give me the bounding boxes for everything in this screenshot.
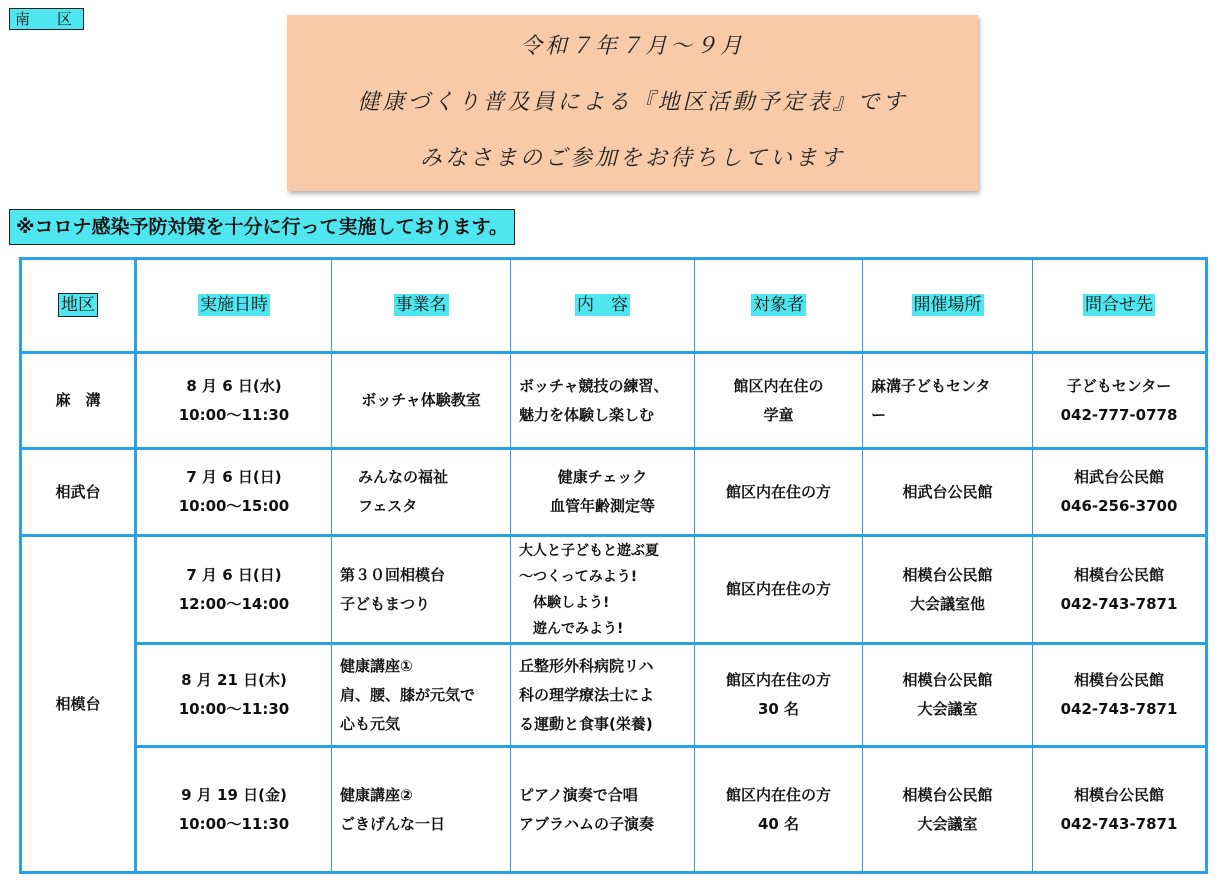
covid-notice: ※コロナ感染予防対策を十分に行って実施しております。 xyxy=(9,209,515,245)
venue-line: 相模台公民館 xyxy=(902,565,993,584)
content-line: 遊んでみよう! xyxy=(533,620,624,637)
district-cell: 麻 溝 xyxy=(21,353,136,448)
event-line: ごきげんな一日 xyxy=(340,814,446,833)
district-cell: 相模台 xyxy=(21,536,136,873)
content-cell xyxy=(511,353,695,448)
event-line: 健康講座② xyxy=(340,785,413,804)
contact-name: 相模台公民館 xyxy=(1073,785,1164,804)
contact-cell xyxy=(1033,448,1207,535)
contact-phone: 042-743-7871 xyxy=(1060,814,1178,833)
event-line: 第３０回相模台 xyxy=(340,565,446,584)
target-line: 館区内在住の方 xyxy=(725,580,831,599)
target-line: 館区内在住の方 xyxy=(725,785,831,804)
target-cell xyxy=(695,353,863,448)
content-line: る運動と食事(栄養) xyxy=(519,714,653,733)
venue-cell xyxy=(863,536,1033,644)
datetime-cell xyxy=(136,353,332,448)
venue-line: 大会議室 xyxy=(917,814,978,833)
content-line: ボッチャ競技の練習、 xyxy=(519,376,669,395)
content-line: 魅力を体験し楽しむ xyxy=(519,405,655,424)
header-content: 内 容 xyxy=(577,295,628,316)
venue-line: 麻溝子どもセンタ xyxy=(871,376,991,395)
table-row xyxy=(21,643,1207,747)
event-cell xyxy=(332,353,511,448)
contact-name: 子どもセンター xyxy=(1066,376,1172,395)
target-line: 館区内在住の方 xyxy=(725,482,831,501)
event-line: 心も元気 xyxy=(340,714,401,733)
header-district: 地区 xyxy=(58,293,98,317)
venue-line: 相模台公民館 xyxy=(902,671,993,690)
content-cell xyxy=(511,643,695,747)
event-cell xyxy=(332,747,511,873)
venue-line: 大会議室他 xyxy=(909,594,985,613)
datetime-cell xyxy=(136,643,332,747)
district-cell: 相武台 xyxy=(21,448,136,535)
contact-name: 相模台公民館 xyxy=(1073,565,1164,584)
venue-line: ー xyxy=(871,405,887,424)
event-cell xyxy=(332,448,511,535)
header-datetime: 実施日時 xyxy=(200,295,268,316)
venue-cell xyxy=(863,747,1033,873)
date: 7 月 6 日(日) xyxy=(186,468,282,487)
date: 8 月 21 日(木) xyxy=(181,671,287,690)
contact-name: 相武台公民館 xyxy=(1073,468,1164,487)
venue-cell xyxy=(863,448,1033,535)
event-cell xyxy=(332,643,511,747)
datetime-cell xyxy=(136,536,332,644)
contact-phone: 042-777-0778 xyxy=(1060,405,1178,424)
table-row xyxy=(21,536,1207,644)
header-event: 事業名 xyxy=(395,295,447,316)
target-line: 40 名 xyxy=(757,814,800,833)
target-line: 学童 xyxy=(763,405,794,424)
venue-cell xyxy=(863,643,1033,747)
content-line: 血管年齢測定等 xyxy=(549,497,655,516)
target-line: 館区内在住の方 xyxy=(725,671,831,690)
event-cell xyxy=(332,536,511,644)
content-cell xyxy=(511,747,695,873)
header-venue: 開催場所 xyxy=(913,295,982,316)
area-tag: 南 区 xyxy=(9,8,84,30)
target-cell xyxy=(695,643,863,747)
time: 10:00～11:30 xyxy=(178,700,290,719)
banner-title: 健康づくり普及員による『地区活動予定表』です xyxy=(357,90,908,115)
content-cell xyxy=(511,448,695,535)
datetime-cell xyxy=(136,747,332,873)
content-line: 科の理学療法士によ xyxy=(519,685,655,704)
header-row xyxy=(21,259,1207,353)
event-line: ボッチャ体験教室 xyxy=(361,391,481,410)
banner-period: 令和７年７月～９月 xyxy=(519,34,745,59)
content-line: 体験しよう! xyxy=(533,594,610,611)
contact-cell xyxy=(1033,353,1207,448)
event-line: 肩、腰、膝が元気で xyxy=(340,685,476,704)
table-row xyxy=(21,448,1207,535)
time: 10:00～11:30 xyxy=(178,814,290,833)
event-line: 健康講座① xyxy=(340,656,413,675)
banner-invitation: みなさまのご参加をお待ちしています xyxy=(419,146,845,171)
datetime-cell xyxy=(136,448,332,535)
time: 10:00～11:30 xyxy=(178,405,290,424)
time: 10:00～15:00 xyxy=(178,497,290,516)
target-cell xyxy=(695,747,863,873)
target-line: 30 名 xyxy=(757,700,800,719)
title-banner xyxy=(287,15,978,191)
content-line: 丘整形外科病院リハ xyxy=(519,656,654,675)
event-line: フェスタ xyxy=(358,497,418,516)
event-line: みんなの福祉 xyxy=(358,468,449,487)
venue-line: 相模台公民館 xyxy=(902,785,993,804)
time: 12:00～14:00 xyxy=(178,594,290,613)
venue-line: 相武台公民館 xyxy=(902,482,993,501)
contact-phone: 046-256-3700 xyxy=(1060,497,1178,516)
target-cell xyxy=(695,536,863,644)
table-row xyxy=(21,747,1207,873)
target-cell xyxy=(695,448,863,535)
venue-line: 大会議室 xyxy=(917,700,978,719)
date: 7 月 6 日(日) xyxy=(186,565,282,584)
contact-phone: 042-743-7871 xyxy=(1060,594,1178,613)
date: 8 月 6 日(水) xyxy=(186,376,282,395)
header-target: 対象者 xyxy=(753,295,804,316)
contact-cell xyxy=(1033,643,1207,747)
contact-name: 相模台公民館 xyxy=(1073,671,1164,690)
table-row xyxy=(21,353,1207,448)
content-line: 大人と子どもと遊ぶ夏 xyxy=(519,542,659,559)
content-cell xyxy=(511,536,695,644)
content-line: 健康チェック xyxy=(557,468,648,487)
target-line: 館区内在住の xyxy=(733,376,824,395)
header-contact: 問合せ先 xyxy=(1085,295,1153,316)
contact-phone: 042-743-7871 xyxy=(1060,700,1178,719)
schedule-table xyxy=(19,257,1208,874)
event-line: 子どもまつり xyxy=(340,594,431,613)
contact-cell xyxy=(1033,747,1207,873)
content-line: ピアノ演奏で合唱 xyxy=(519,785,638,804)
content-line: アブラハムの子演奏 xyxy=(519,814,655,833)
date: 9 月 19 日(金) xyxy=(181,785,287,804)
content-line: ～つくってみよう! xyxy=(519,568,638,585)
venue-cell xyxy=(863,353,1033,448)
contact-cell xyxy=(1033,536,1207,644)
